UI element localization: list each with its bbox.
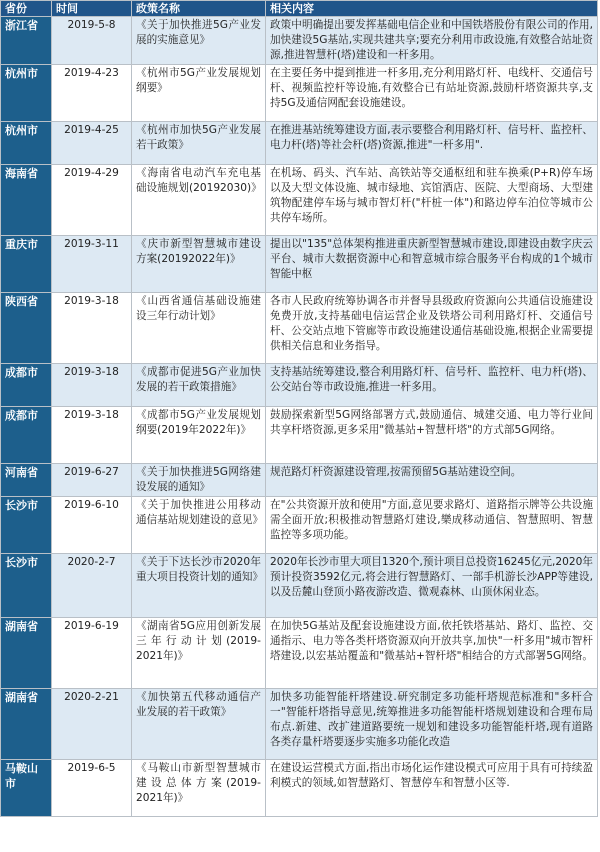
policy-name-cell: 《庆市新型智慧城市建设方案(20192022年)》: [132, 236, 266, 293]
policy-name-cell: 《海南省电动汽车充电基础设施规划(20192030)》: [132, 165, 266, 236]
header-row: [1, 1, 598, 17]
content-cell: 在推进基站统筹建设方面,表示要整合利用路灯杆、信号杆、监控杆、电力杆(塔)等社会杆(塔)资源,推进"一杆多用".: [266, 122, 598, 165]
table-row: [1, 364, 598, 407]
content-cell: 规范路灯杆资源建设管理,按需预留5G基站建设空间。: [266, 464, 598, 497]
content-cell: 在"公共资源开放和使用"方面,意见要求路灯、道路指示牌等公共设施需全面开放;积极推动智慧路灯建设,樂成移动通信、智慧照明、智慧监控等多项功能。: [266, 497, 598, 554]
content-cell: 各市人民政府统筹协调各市并督导县级政府资源向公共通信设施建设免费开放,支持基础电信运营企业及铁塔公司利用路灯杆、交通信号杆、公交站点地下管廊等市政设施建设通信基础设施,根据企业需要提供相关信息和业务指导。: [266, 293, 598, 364]
table-row: [1, 464, 598, 497]
date-cell: 2019-3-18: [52, 293, 132, 364]
region-cell: 成都市: [1, 407, 52, 464]
content-cell: 加快多功能智能杆塔建设.研究制定多功能杆塔规范标准和"多杆合一"智能杆塔指导意见,统筹推进多功能智能杆塔规划建设和合理布局布点.新建、改扩建道路要统一规划和建设多功能智能杆塔,现有道路各类存量杆塔要逐步实施多功能化改造: [266, 689, 598, 760]
policy-name-cell: 《关于下达长沙市2020年重大项目投资计划的通知》: [132, 554, 266, 618]
region-cell: 湖南省: [1, 689, 52, 760]
content-cell: 在主要任务中提到推进一杆多用,充分利用路灯杆、电线杆、交通信号杆、视频监控杆等设施,有效整合已有站址资源,鼓励杆塔资源共享,支持5G及通信网配套设施建设。: [266, 65, 598, 122]
policy-name-cell: 《加快第五代移动通信产业发展的若干政策》: [132, 689, 266, 760]
header-date: 时间: [52, 1, 132, 17]
table-row: [1, 236, 598, 293]
policy-name-cell: 《成都市促进5G产业加快发展的若干政策措施》: [132, 364, 266, 407]
date-cell: 2019-4-25: [52, 122, 132, 165]
policy-name-cell: 《杭州市加快5G产业发展若干政策》: [132, 122, 266, 165]
table-row: [1, 760, 598, 817]
region-cell: 马鞍山市: [1, 760, 52, 817]
content-cell: 支持基站统筹建设,整合利用路灯杆、信号杆、监控杆、电力杆(塔)、公交站台等市政设施,推进一杆多用。: [266, 364, 598, 407]
policy-name-cell: 《湖南省5G应用创新发展三年行动计划(2019-2021年)》: [132, 618, 266, 689]
region-cell: 浙江省: [1, 17, 52, 65]
table-row: [1, 293, 598, 364]
region-cell: 海南省: [1, 165, 52, 236]
date-cell: 2019-6-10: [52, 497, 132, 554]
table-row: [1, 65, 598, 122]
header-province: 省份: [1, 1, 52, 17]
date-cell: 2019-4-29: [52, 165, 132, 236]
policy-name-cell: 《杭州市5G产业发展规划纲要》: [132, 65, 266, 122]
region-cell: 湖南省: [1, 618, 52, 689]
region-cell: 陕西省: [1, 293, 52, 364]
header-content: 相关内容: [266, 1, 598, 17]
date-cell: 2020-2-21: [52, 689, 132, 760]
content-cell: 鼓励探索新型5G网络部署方式,鼓励通信、城建交通、电力等行业间共享杆塔资源,更多采用"微基站+智慧杆塔"的方式部5G网络。: [266, 407, 598, 464]
table-row: [1, 618, 598, 689]
header-policy-name: 政策名称: [132, 1, 266, 17]
policy-name-cell: 《关于加快推进5G网络建设发展的通知》: [132, 464, 266, 497]
date-cell: 2019-6-5: [52, 760, 132, 817]
date-cell: 2019-3-11: [52, 236, 132, 293]
region-cell: 杭州市: [1, 122, 52, 165]
region-cell: 杭州市: [1, 65, 52, 122]
policy-name-cell: 《关于加快推进公用移动通信基站规划建设的意见》: [132, 497, 266, 554]
region-cell: 成都市: [1, 364, 52, 407]
region-cell: 重庆市: [1, 236, 52, 293]
table-row: [1, 407, 598, 464]
policy-name-cell: 《山西省通信基础设施建设三年行动计划》: [132, 293, 266, 364]
content-cell: 政策中明确提出要发挥基础电信企业和中国铁塔股份有限公司的作用,加快建设5G基站,实现共建共享;要充分利用市政设施,有效整合站址资源,推进智慧杆(塔)建设和一杆多用。: [266, 17, 598, 65]
date-cell: 2019-6-27: [52, 464, 132, 497]
content-cell: 在加快5G基站及配套设施建设方面,依托铁塔基站、路灯、监控、交通指示、电力等各类杆塔资源双向开放共享,加快"一杆多用"城市智杆塔建设,以宏基站覆盖和"微基站+智杆塔"相结合的方式部署5G网络。: [266, 618, 598, 689]
policy-name-cell: 《关于加快推进5G产业发展的实施意见》: [132, 17, 266, 65]
content-cell: 在机场、码头、汽车站、高铁站等交通枢纽和驻车换乘(P+R)停车场以及大型文体设施、城市绿地、宾馆酒店、医院、大型商场、大型建筑物配建停车场与城市智灯杆("杆桩一体")和路边停车泊位等城市公共停车场所。: [266, 165, 598, 236]
content-cell: 提出以"135"总体架构推进重庆新型智慧城市建设,即建设由数字庆云平台、城市大数据资源中心和智意城市综合服务平台构成的1个城市智能中枢: [266, 236, 598, 293]
date-cell: 2019-5-8: [52, 17, 132, 65]
date-cell: 2019-6-19: [52, 618, 132, 689]
content-cell: 2020年长沙市里大项目1320个,预计项目总投资16245亿元,2020年预计投资3592亿元,将会进行智慧路灯、一部手机游长沙APP等建设,以及岳麓山登顶小路夜游改造、微观森林、山顶休闲业态。: [266, 554, 598, 618]
date-cell: 2019-3-18: [52, 407, 132, 464]
policy-name-cell: 《成都市5G产业发展规划纲要(2019年2022年)》: [132, 407, 266, 464]
table-row: [1, 689, 598, 760]
date-cell: 2020-2-7: [52, 554, 132, 618]
table-row: [1, 122, 598, 165]
table-row: [1, 165, 598, 236]
table-row: [1, 17, 598, 65]
table-row: [1, 554, 598, 618]
region-cell: 长沙市: [1, 497, 52, 554]
region-cell: 长沙市: [1, 554, 52, 618]
policy-name-cell: 《马鞍山市新型智慧城市建设总体方案(2019-2021年)》: [132, 760, 266, 817]
date-cell: 2019-3-18: [52, 364, 132, 407]
date-cell: 2019-4-23: [52, 65, 132, 122]
content-cell: 在建设运营模式方面,指出市场化运作建设模式可应用于具有可持续盈利模式的领域,如智慧路灯、智慧停车和智慧小区等.: [266, 760, 598, 817]
table-row: [1, 497, 598, 554]
region-cell: 河南省: [1, 464, 52, 497]
